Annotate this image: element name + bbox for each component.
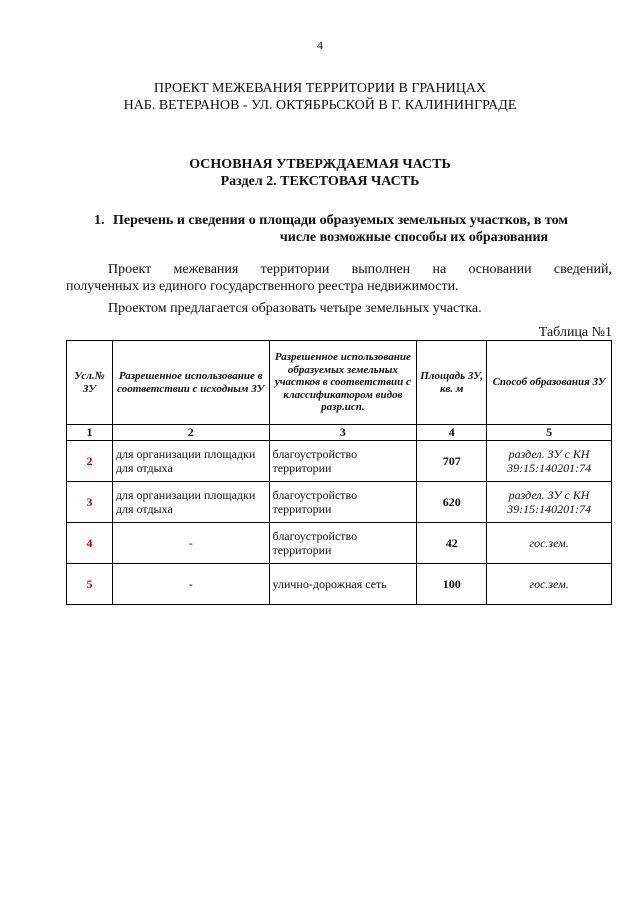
intro-paragraph-line: Проект межевания территории выполнен на основании сведений, (108, 262, 612, 277)
area-cell: 707 (417, 441, 487, 482)
table-header-row (67, 341, 612, 425)
header-cell: Способ образования ЗУ (487, 341, 612, 425)
zu-number: 5 (67, 564, 113, 605)
column-number: 2 (112, 425, 269, 441)
new-use-cell: улично-дорожная сеть (269, 564, 417, 605)
area-cell: 42 (417, 523, 487, 564)
document-title-line: ПРОЕКТ МЕЖЕВАНИЯ ТЕРРИТОРИИ В ГРАНИЦАХ (153, 81, 487, 96)
header-cell: Разрешенное использование в соответствии с исходным ЗУ (112, 341, 269, 425)
method-cell: раздел. ЗУ с КН 39:15:140201:74 (487, 482, 612, 523)
item-heading (94, 212, 614, 246)
column-number: 5 (487, 425, 612, 441)
source-use-cell: для организации площадки для отдыха (112, 441, 269, 482)
method-cell: гос.зем. (487, 564, 612, 605)
new-use-cell: благоустройство территории (269, 523, 417, 564)
column-number: 3 (269, 425, 417, 441)
table-row (67, 564, 612, 605)
section-heading-line: ОСНОВНАЯ УТВЕРЖДАЕМАЯ ЧАСТЬ (189, 157, 451, 172)
zu-number: 4 (67, 523, 113, 564)
new-use-cell: благоустройство территории (269, 482, 417, 523)
header-cell: Усл.№ ЗУ (67, 341, 113, 425)
item-number: 1. (94, 213, 105, 228)
zu-number: 3 (67, 482, 113, 523)
method-cell: гос.зем. (487, 523, 612, 564)
area-cell: 100 (417, 564, 487, 605)
section-heading (0, 156, 640, 190)
header-cell: Разрешенное использование образуемых земельных участков в соответствии с классификатором видов разр.исп. (269, 341, 417, 425)
document-title (0, 80, 640, 114)
column-number: 4 (417, 425, 487, 441)
source-use-cell: - (112, 523, 269, 564)
source-use-cell: для организации площадки для отдыха (112, 482, 269, 523)
item-heading-line: Перечень и сведения о площади образуемых земельных участков, в том (113, 213, 568, 228)
source-use-cell: - (112, 564, 269, 605)
table-caption: Таблица №1 (538, 325, 612, 340)
document-title-line: НАБ. ВЕТЕРАНОВ - УЛ. ОКТЯБРЬСКОЙ В Г. КАЛИНИНГРАДЕ (123, 98, 517, 113)
page-number: 4 (317, 38, 323, 52)
item-heading-line: числе возможные способы их образования (279, 230, 549, 245)
proposal-paragraph: Проектом предлагается образовать четыре земельных участка. (108, 301, 482, 316)
header-cell: Площадь ЗУ, кв. м (417, 341, 487, 425)
zu-number: 2 (67, 441, 113, 482)
land-plots-table (66, 340, 612, 605)
method-cell: раздел. ЗУ с КН 39:15:140201:74 (487, 441, 612, 482)
column-number: 1 (67, 425, 113, 441)
table-row (67, 441, 612, 482)
new-use-cell: благоустройство территории (269, 441, 417, 482)
table-row (67, 523, 612, 564)
column-number-row (67, 425, 612, 441)
intro-paragraph-line: полученных из единого государственного реестра недвижимости. (66, 279, 459, 294)
intro-paragraph (66, 261, 612, 295)
section-heading-line: Раздел 2. ТЕКСТОВАЯ ЧАСТЬ (220, 174, 420, 189)
area-cell: 620 (417, 482, 487, 523)
table-row (67, 482, 612, 523)
